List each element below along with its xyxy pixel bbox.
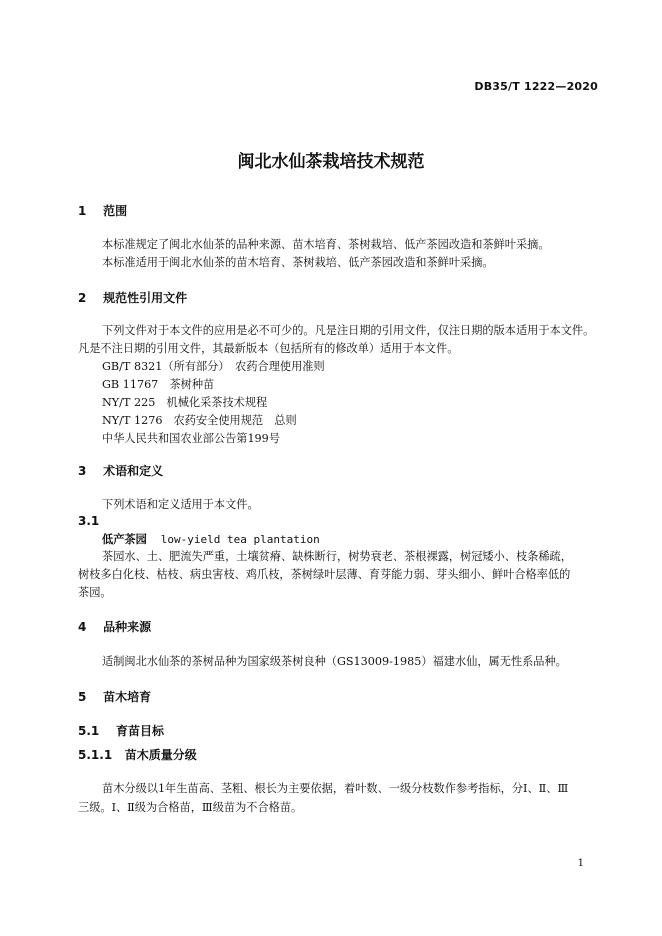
paragraph: 本标准规定了闽北水仙茶的品种来源、苗木培育、茶树栽培、低产茶园改造和茶鲜叶采摘。	[102, 238, 550, 251]
document-title: 闽北水仙茶栽培技术规范	[237, 152, 425, 172]
section-title: 范围	[103, 204, 128, 218]
section-number: 3	[78, 464, 87, 478]
section-4-heading	[78, 618, 151, 635]
reference-item: NY/T 225 机械化采茶技术规程	[102, 396, 268, 409]
paragraph: 本标准适用于闽北水仙茶的苗木培育、茶树栽培、低产茶园改造和茶鲜叶采摘。	[102, 256, 494, 269]
subsection-5-1-1-heading	[78, 746, 197, 763]
page-number: 1	[577, 858, 584, 869]
subsection-number: 3.1	[78, 514, 100, 528]
paragraph: 三级。Ⅰ、Ⅱ级为合格苗，Ⅲ级苗为不合格苗。	[78, 801, 303, 814]
section-number: 2	[78, 291, 87, 305]
term-english: low-yield tea plantation	[160, 533, 320, 546]
reference-item: GB 11767 茶树种苗	[102, 378, 215, 391]
section-1-heading	[78, 202, 127, 219]
subsection-5-1-heading	[78, 722, 164, 739]
definition-text: 树枝多白化枝、枯枝、病虫害枝、鸡爪枝，茶树绿叶层薄、育芽能力弱、芽头细小、鲜叶合格率低的	[78, 568, 571, 581]
subsection-number: 5.1.1	[78, 748, 113, 762]
term-entry	[102, 531, 320, 547]
section-title: 品种来源	[103, 620, 152, 634]
section-2-heading	[78, 289, 187, 306]
section-number: 5	[78, 690, 87, 704]
section-number: 1	[78, 204, 87, 218]
reference-item: GB/T 8321（所有部分） 农药合理使用准则	[102, 360, 325, 373]
section-5-heading	[78, 688, 151, 705]
section-3-heading	[78, 462, 163, 479]
section-title: 术语和定义	[103, 464, 164, 478]
paragraph: 下列术语和定义适用于本文件。	[102, 498, 259, 511]
section-title: 规范性引用文件	[103, 291, 188, 305]
definition-text: 茶园。	[78, 586, 112, 599]
paragraph: 凡是不注日期的引用文件，其最新版本（包括所有的修改单）适用于本文件。	[78, 342, 459, 355]
paragraph: 苗木分级以1年生苗高、茎粗、根长为主要依据，着叶数、一级分枝数作参考指标，分Ⅰ、Ⅱ、Ⅲ	[102, 782, 569, 795]
section-title: 苗木培育	[103, 690, 152, 704]
section-number: 4	[78, 620, 87, 634]
reference-item: NY/T 1276 农药安全使用规范 总则	[102, 414, 297, 427]
reference-item: 中华人民共和国农业部公告第199号	[102, 432, 280, 445]
subsection-number: 5.1	[78, 724, 100, 738]
definition-text: 茶园水、土、肥流失严重，土壤贫瘠、缺株断行，树势衰老、茶根裸露，树冠矮小、枝条稀疏，	[102, 550, 572, 563]
paragraph: 适制闽北水仙茶的茶树品种为国家级茶树良种（GS13009-1985）福建水仙，属无性系品种。	[102, 655, 567, 668]
subsection-title: 育苗目标	[115, 724, 164, 738]
subsection-title: 苗木质量分级	[124, 748, 197, 762]
term-chinese: 低产茶园	[102, 533, 147, 546]
paragraph: 下列文件对于本文件的应用是必不可少的。凡是注日期的引用文件，仅注日期的版本适用于本文件。	[102, 324, 595, 337]
standard-number: DB35/T 1222—2020	[474, 80, 598, 93]
